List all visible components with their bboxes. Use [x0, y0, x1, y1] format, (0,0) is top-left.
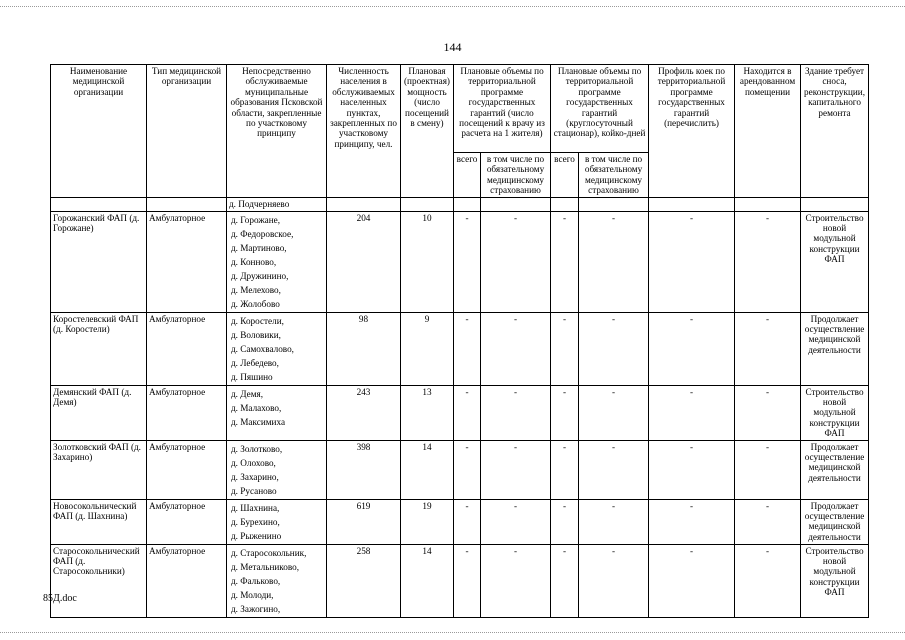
header-profile: Профиль коек по территориальной программе государственных гарантий (перечислить): [649, 65, 735, 198]
page-number: 144: [443, 40, 462, 54]
beddays-total-value: -: [551, 544, 579, 617]
building-status: Строительство новой модульной конструкции ФАП: [801, 385, 869, 440]
settlement-item: д. Малахово,: [231, 402, 282, 413]
settlement-item: д. Самохвалово,: [231, 343, 294, 354]
population-value: 619: [327, 499, 401, 544]
settlement-item: д. Пяшино: [231, 371, 273, 382]
building-status: Продолжает осуществление медицинской деятельности: [801, 499, 869, 544]
visits-total-value: -: [454, 499, 481, 544]
visits-total-value: -: [454, 440, 481, 499]
rented-value: -: [735, 385, 801, 440]
table-row: [51, 312, 869, 385]
bottom-border-line: [0, 632, 905, 633]
visits-total-value: -: [454, 544, 481, 617]
settlement-item: д. Бурехино,: [231, 516, 280, 527]
capacity-value: 10: [401, 211, 454, 312]
top-border-line: [0, 6, 905, 7]
building-status: Продолжает осуществление медицинской деятельности: [801, 440, 869, 499]
visits-oms-value: -: [481, 440, 551, 499]
settlement-item: д. Зажогино,: [231, 603, 281, 614]
header-visits: Плановые объемы по территориальной программе государственных гарантий (число посещений к врачу из расчета на 1 жителя): [454, 65, 551, 153]
settlements-list: [227, 385, 327, 440]
rented-value: -: [735, 544, 801, 617]
visits-oms-value: -: [481, 385, 551, 440]
bed-profile-value: -: [649, 312, 735, 385]
visits-total-value: -: [454, 211, 481, 312]
settlement-item: д. Шахнина,: [231, 502, 280, 513]
visits-oms-value: -: [481, 544, 551, 617]
bed-profile-value: -: [649, 544, 735, 617]
capacity-value: 14: [401, 544, 454, 617]
settlement-item: д. Демя,: [231, 388, 264, 399]
visits-total-value: -: [454, 312, 481, 385]
facilities-table: [50, 64, 869, 618]
settlement-item: д. Мелехово,: [231, 284, 281, 295]
header-visits-oms: в том числе по обязательному медицинскому страхованию: [481, 153, 551, 198]
settlement-item: д. Золотково,: [231, 443, 283, 454]
settlements-list: [227, 499, 327, 544]
header-beddays: Плановые объемы по территориальной программе государственных гарантий (круглосуточный стационар), койко-дней: [551, 65, 649, 153]
facility-name: Старосокольнический ФАП (д. Старосокольники): [51, 544, 147, 617]
facility-type: Амбулаторное: [147, 211, 227, 312]
bed-profile-value: -: [649, 211, 735, 312]
header-beddays-total: всего: [551, 153, 579, 198]
facility-name: Коростелевский ФАП (д. Коростели): [51, 312, 147, 385]
facility-type: Амбулаторное: [147, 440, 227, 499]
beddays-oms-value: -: [579, 211, 649, 312]
table-row: [51, 499, 869, 544]
carryover-settlement: д. Подчерняево: [227, 197, 327, 211]
visits-oms-value: -: [481, 211, 551, 312]
header-building: Здание требует сноса, реконструкции, капитального ремонта: [801, 65, 869, 198]
settlement-item: д. Жолобово: [231, 298, 280, 309]
beddays-oms-value: -: [579, 440, 649, 499]
rented-value: -: [735, 312, 801, 385]
visits-oms-value: -: [481, 499, 551, 544]
facility-type: Амбулаторное: [147, 499, 227, 544]
settlements-list: [227, 211, 327, 312]
settlement-item: д. Конново,: [231, 256, 277, 267]
settlement-item: д. Метальниково,: [231, 561, 300, 572]
facility-type: Амбулаторное: [147, 385, 227, 440]
rented-value: -: [735, 499, 801, 544]
table-row: [51, 544, 869, 617]
rented-value: -: [735, 211, 801, 312]
facility-name: Новосокольнический ФАП (д. Шахнина): [51, 499, 147, 544]
beddays-total-value: -: [551, 440, 579, 499]
visits-total-value: -: [454, 385, 481, 440]
settlement-item: д. Рыженино: [231, 530, 282, 541]
settlement-item: д. Русаново: [231, 485, 277, 496]
beddays-total-value: -: [551, 385, 579, 440]
facility-name: Горожанский ФАП (д. Горожане): [51, 211, 147, 312]
footer-filename: 85Д.doc: [43, 593, 77, 604]
settlement-item: д. Воловики,: [231, 329, 281, 340]
table-header: [51, 65, 869, 198]
population-value: 258: [327, 544, 401, 617]
carryover-row: [51, 197, 869, 211]
building-status: Строительство новой модульной конструкции ФАП: [801, 544, 869, 617]
table-row: [51, 385, 869, 440]
beddays-total-value: -: [551, 211, 579, 312]
capacity-value: 9: [401, 312, 454, 385]
header-rented: Находится в арендованном помещении: [735, 65, 801, 198]
header-capacity: Плановая (проектная) мощность (число посещений в смену): [401, 65, 454, 198]
building-status: Продолжает осуществление медицинской деятельности: [801, 312, 869, 385]
header-name: Наименование медицинской организации: [51, 65, 147, 198]
beddays-oms-value: -: [579, 544, 649, 617]
beddays-oms-value: -: [579, 499, 649, 544]
settlements-list: [227, 544, 327, 617]
capacity-value: 13: [401, 385, 454, 440]
bed-profile-value: -: [649, 440, 735, 499]
settlement-item: д. Федоровское,: [231, 228, 294, 239]
header-population: Численность населения в обслуживаемых населенных пунктах, закрепленных по участковому принципу, чел.: [327, 65, 401, 198]
beddays-total-value: -: [551, 499, 579, 544]
building-status: Строительство новой модульной конструкции ФАП: [801, 211, 869, 312]
settlement-item: д. Лебедево,: [231, 357, 279, 368]
facility-type: Амбулаторное: [147, 312, 227, 385]
facility-name: Золотковский ФАП (д. Захарино): [51, 440, 147, 499]
population-value: 98: [327, 312, 401, 385]
population-value: 398: [327, 440, 401, 499]
header-settlements: Непосредственно обслуживаемые муниципальные образования Псковской области, закрепленные по участковому принципу: [227, 65, 327, 198]
bed-profile-value: -: [649, 385, 735, 440]
capacity-value: 14: [401, 440, 454, 499]
settlement-item: д. Мартиново,: [231, 242, 287, 253]
table-row: [51, 211, 869, 312]
settlement-item: д. Старосокольник,: [231, 547, 307, 558]
population-value: 204: [327, 211, 401, 312]
settlement-item: д. Максимиха: [231, 416, 286, 427]
rented-value: -: [735, 440, 801, 499]
population-value: 243: [327, 385, 401, 440]
beddays-oms-value: -: [579, 385, 649, 440]
settlement-item: д. Коростели,: [231, 315, 284, 326]
settlement-item: д. Молоди,: [231, 589, 274, 600]
settlements-list: [227, 312, 327, 385]
settlement-item: д. Захарино,: [231, 471, 279, 482]
settlement-item: д. Фальково,: [231, 575, 281, 586]
facility-name: Демянский ФАП (д. Демя): [51, 385, 147, 440]
settlement-item: д. Горожане,: [231, 214, 281, 225]
beddays-oms-value: -: [579, 312, 649, 385]
settlement-item: д. Дружинино,: [231, 270, 289, 281]
table-row: [51, 440, 869, 499]
beddays-total-value: -: [551, 312, 579, 385]
header-visits-total: всего: [454, 153, 481, 198]
visits-oms-value: -: [481, 312, 551, 385]
settlement-item: д. Олохово,: [231, 457, 276, 468]
header-beddays-oms: в том числе по обязательному медицинскому страхованию: [579, 153, 649, 198]
capacity-value: 19: [401, 499, 454, 544]
header-type: Тип медицинской организации: [147, 65, 227, 198]
settlements-list: [227, 440, 327, 499]
bed-profile-value: -: [649, 499, 735, 544]
facility-type: Амбулаторное: [147, 544, 227, 617]
